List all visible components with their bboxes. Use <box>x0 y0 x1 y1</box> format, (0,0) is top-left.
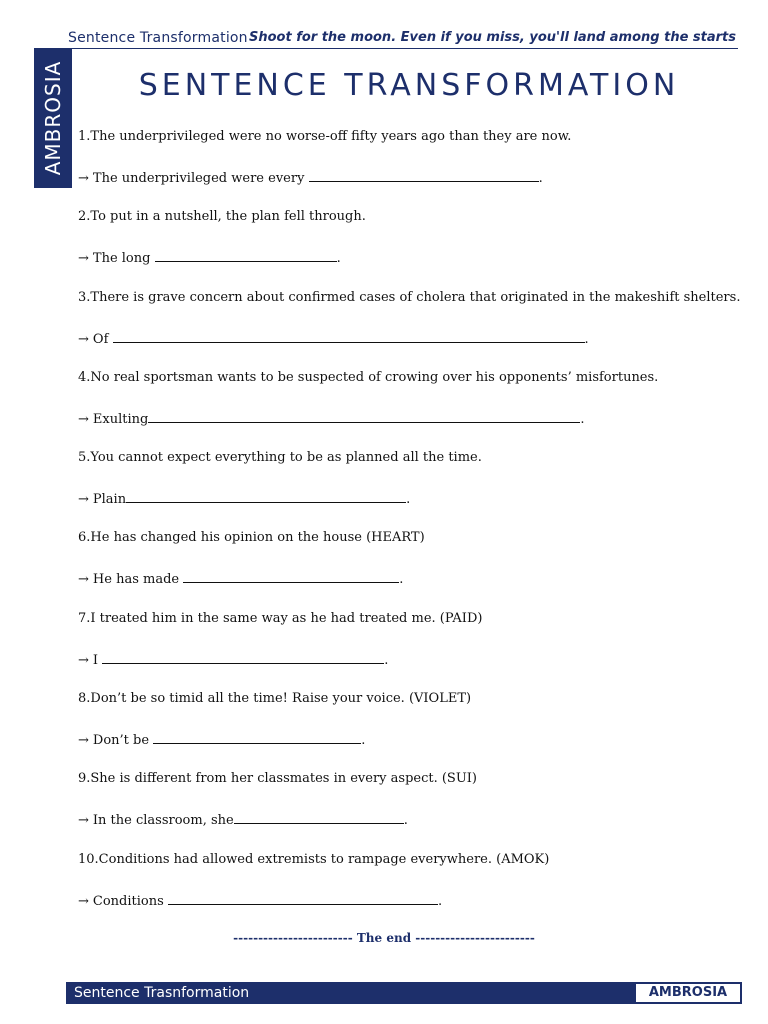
answer-end: . <box>361 733 366 749</box>
header-motto: Shoot for the moon. Even if you miss, you'll land among the starts <box>248 30 736 45</box>
arrow-icon: → <box>78 492 89 508</box>
arrow-icon: → <box>78 171 89 186</box>
header-left-title: Sentence Transformation <box>68 30 248 46</box>
item-answer-line <box>78 568 738 590</box>
item-answer-line <box>78 167 738 189</box>
answer-prefix: In the classroom, she <box>92 813 234 829</box>
item-answer-line <box>78 247 738 269</box>
answer-blank <box>148 408 580 423</box>
side-tab-label: AMBROSIA <box>41 60 65 176</box>
exercise-item <box>78 609 738 689</box>
item-answer-line <box>78 649 738 671</box>
page-title: SENTENCE TRANSFORMATION <box>138 68 680 103</box>
footer-brand: AMBROSIA <box>636 984 740 1002</box>
answer-prefix: He has made <box>92 572 180 588</box>
arrow-icon: → <box>78 331 89 347</box>
answer-prefix: The underprivileged were every <box>92 171 305 186</box>
arrow-icon: → <box>78 251 89 267</box>
item-prompt: 1.The underprivileged were no worse-off fifty years ago than they are now. <box>78 129 572 144</box>
arrow-icon: → <box>78 733 89 749</box>
footer-title: Sentence Trasnformation <box>74 985 250 1001</box>
answer-blank <box>309 167 539 182</box>
exercise-item <box>78 528 738 608</box>
the-end-marker: ------------------------ The end ------------------------ <box>233 931 535 945</box>
answer-prefix: Exulting <box>92 411 149 427</box>
answer-end: . <box>403 813 408 829</box>
answer-end: . <box>437 893 443 909</box>
exercise-item <box>78 207 738 287</box>
answer-end: . <box>384 652 389 668</box>
answer-prefix: The long <box>92 251 151 267</box>
item-prompt: 3.There is grave concern about confirmed cases of cholera that originated in the makeshift shelters. <box>78 289 741 305</box>
arrow-icon: → <box>78 411 89 427</box>
arrow-icon: → <box>78 652 89 668</box>
answer-blank <box>155 247 337 262</box>
item-prompt: 9.She is different from her classmates in every aspect. (SUI) <box>78 771 478 787</box>
side-tab <box>34 48 72 188</box>
item-answer-line <box>78 488 738 510</box>
exercise-item <box>78 368 738 448</box>
answer-blank <box>102 649 384 664</box>
item-prompt: 8.Don’t be so timid all the time! Raise your voice. (VIOLET) <box>78 691 472 707</box>
answer-end: . <box>406 492 411 508</box>
answer-blank <box>153 729 361 744</box>
answer-end: . <box>580 411 585 427</box>
item-prompt: 6.He has changed his opinion on the house (HEART) <box>78 530 425 546</box>
exercise-item <box>78 769 738 849</box>
answer-end: . <box>399 572 404 588</box>
exercise-item <box>78 127 738 207</box>
answer-end: . <box>584 331 589 347</box>
answer-blank <box>183 568 399 583</box>
item-prompt: 7.I treated him in the same way as he had treated me. (PAID) <box>78 610 483 626</box>
answer-end: . <box>538 171 543 186</box>
answer-prefix: Of <box>92 331 109 347</box>
answer-blank <box>126 488 406 503</box>
item-prompt: 2.To put in a nutshell, the plan fell through. <box>78 209 366 225</box>
item-prompt: 4.No real sportsman wants to be suspected of crowing over his opponents’ misfortunes. <box>78 369 659 385</box>
answer-prefix: Don’t be <box>92 733 150 749</box>
arrow-icon: → <box>78 893 89 909</box>
item-answer-line <box>78 729 738 751</box>
answer-prefix: Plain <box>92 492 127 508</box>
answer-blank <box>168 890 438 905</box>
item-answer-line <box>78 890 738 912</box>
exercise-item <box>78 689 738 769</box>
answer-blank <box>234 809 404 824</box>
header-divider <box>68 48 738 49</box>
item-answer-line <box>78 328 738 350</box>
item-answer-line <box>78 408 738 430</box>
answer-prefix: I <box>92 652 99 668</box>
exercise-list <box>78 127 741 930</box>
item-answer-line <box>78 809 738 831</box>
exercise-item <box>78 448 738 528</box>
answer-end: . <box>336 251 341 267</box>
answer-blank <box>113 328 585 343</box>
answer-prefix: Conditions <box>92 893 164 909</box>
exercise-item <box>78 850 738 930</box>
item-prompt: 10.Conditions had allowed extremists to rampage everywhere. (AMOK) <box>78 851 550 867</box>
footer-bar <box>66 982 742 1004</box>
arrow-icon: → <box>78 813 89 829</box>
arrow-icon: → <box>78 572 89 588</box>
exercise-item <box>78 288 741 368</box>
item-prompt: 5.You cannot expect everything to be as planned all the time. <box>78 450 482 466</box>
